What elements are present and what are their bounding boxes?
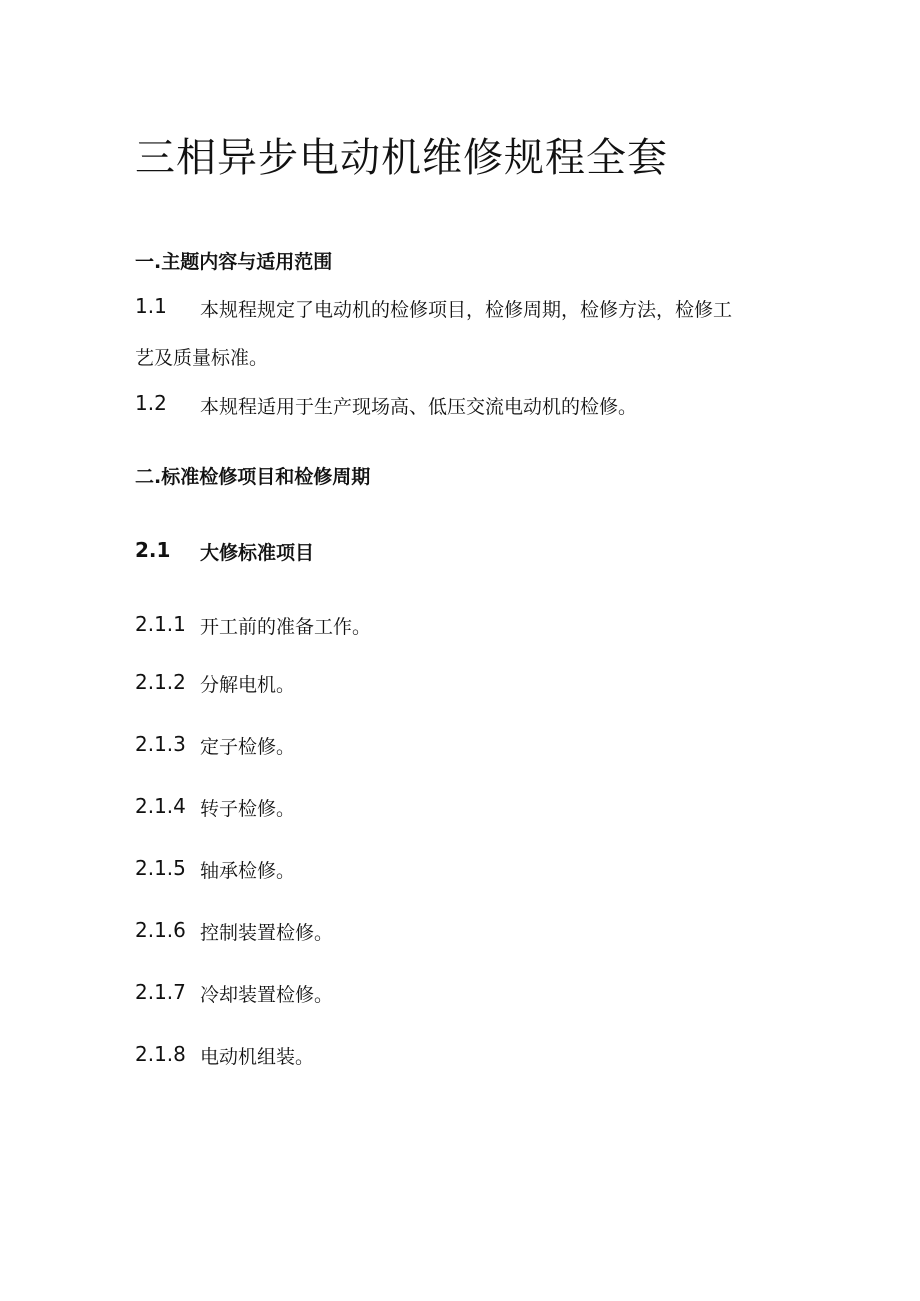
item-number: 2.1.6 [135, 918, 186, 942]
item-text: 轴承检修。 [200, 860, 296, 882]
item-text: 分解电机。 [200, 674, 296, 696]
clause-number-1-1: 1.1 [135, 294, 167, 318]
item-text: 控制装置检修。 [200, 922, 334, 944]
item-number: 2.1.3 [135, 732, 186, 756]
clause-number-1-2: 1.2 [135, 391, 167, 415]
item-number: 2.1.1 [135, 612, 186, 636]
item-text: 转子检修。 [200, 798, 296, 820]
subsection-title-2-1: 大修标准项目 [200, 542, 315, 564]
document-title: 三相异步电动机维修规程全套 [135, 135, 668, 181]
clause-text-1-1-line1: 本规程规定了电动机的检修项目，检修周期，检修方法，检修工 [200, 299, 733, 321]
section-heading-2: 二.标准检修项目和检修周期 [135, 466, 371, 488]
item-number: 2.1.7 [135, 980, 186, 1004]
item-text: 定子检修。 [200, 736, 296, 758]
clause-text-1-2: 本规程适用于生产现场高、低压交流电动机的检修。 [200, 396, 638, 418]
item-number: 2.1.4 [135, 794, 186, 818]
subsection-number-2-1: 2.1 [135, 538, 171, 562]
item-text: 冷却装置检修。 [200, 984, 334, 1006]
section-heading-1: 一.主题内容与适用范围 [135, 251, 333, 273]
item-number: 2.1.5 [135, 856, 186, 880]
clause-text-1-1-line2: 艺及质量标准。 [135, 347, 269, 369]
item-number: 2.1.2 [135, 670, 186, 694]
item-text: 电动机组装。 [200, 1046, 315, 1068]
item-text: 开工前的准备工作。 [200, 616, 372, 638]
item-number: 2.1.8 [135, 1042, 186, 1066]
